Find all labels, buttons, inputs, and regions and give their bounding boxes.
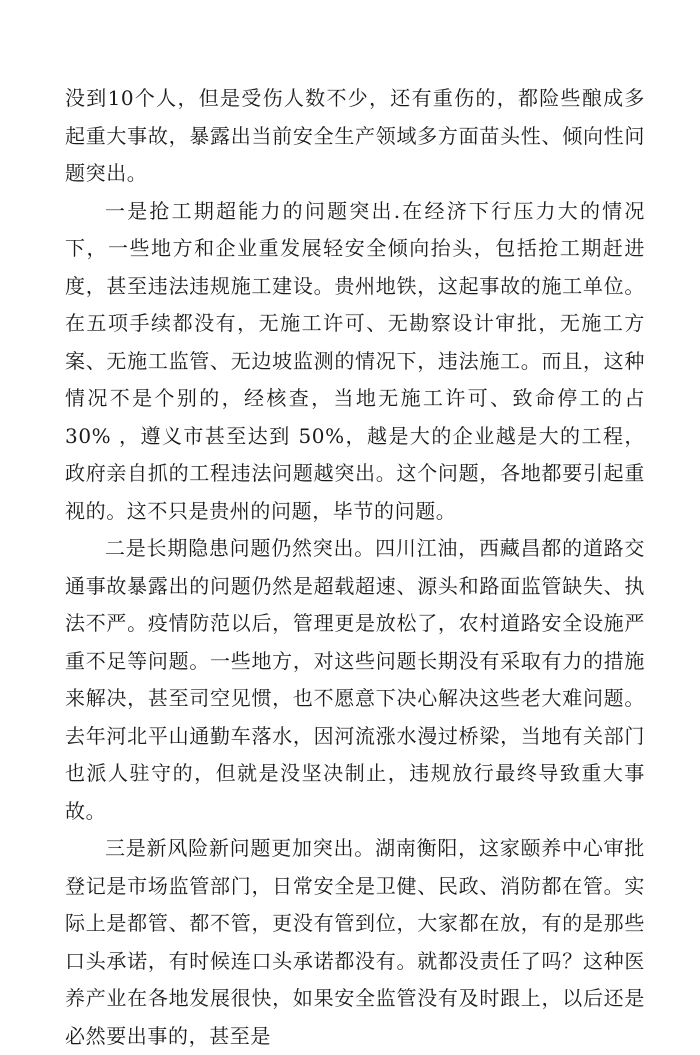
paragraph-point-one: 一是抢工期超能力的问题突出.在经济下行压力大的情况下，一些地方和企业重发展轻安全倾向抬头，包括抢工期赶进度，甚至违法违规施工建设。贵州地铁，这起事故的施工单位。在五项手续都没有，无施工许可、无勘察设计审批，无施工方案、无施工监管、无边坡监测的情况下，违法施工。而且，这种情况不是个别的，经核查，当地无施工许可、致命停工的占 30% ，遵义市甚至达到 50%，越是大的企业越是大的工程，政府亲自抓的工程违法问题越突出。这个问题，各地都要引起重视的。这不只是贵州的问题，毕节的问题。 [65,198,645,523]
document-body [65,80,645,1055]
paragraph-point-three: 三是新风险新问题更加突出。湖南衡阳，这家颐养中心审批登记是市场监管部门，日常安全是卫健、民政、消防都在管。实际上是都管、都不管，更没有管到位，大家都在放，有的是那些口头承诺，有时候连口头承诺都没有。就都没责任了吗？这种医养产业在各地发展很快，如果安全监管没有及时跟上，以后还是必然要出事的，甚至是 [65,836,645,1048]
paragraph-point-two: 二是长期隐患问题仍然突出。四川江油，西藏昌都的道路交通事故暴露出的问题仍然是超载超速、源头和路面监管缺失、执法不严。疫情防范以后，管理更是放松了，农村道路安全设施严重不足等问题。一些地方，对这些问题长期没有采取有力的措施来解决，甚至司空见惯，也不愿意下决心解决这些老大难问题。去年河北平山通勤车落水，因河流涨水漫过桥梁，当地有关部门也派人驻守的，但就是没坚决制止，违规放行最终导致重大事故。 [65,536,645,823]
paragraph-continuation: 没到10个人，但是受伤人数不少，还有重伤的，都险些酿成多起重大事故，暴露出当前安全生产领域多方面苗头性、倾向性问题突出。 [65,86,645,185]
